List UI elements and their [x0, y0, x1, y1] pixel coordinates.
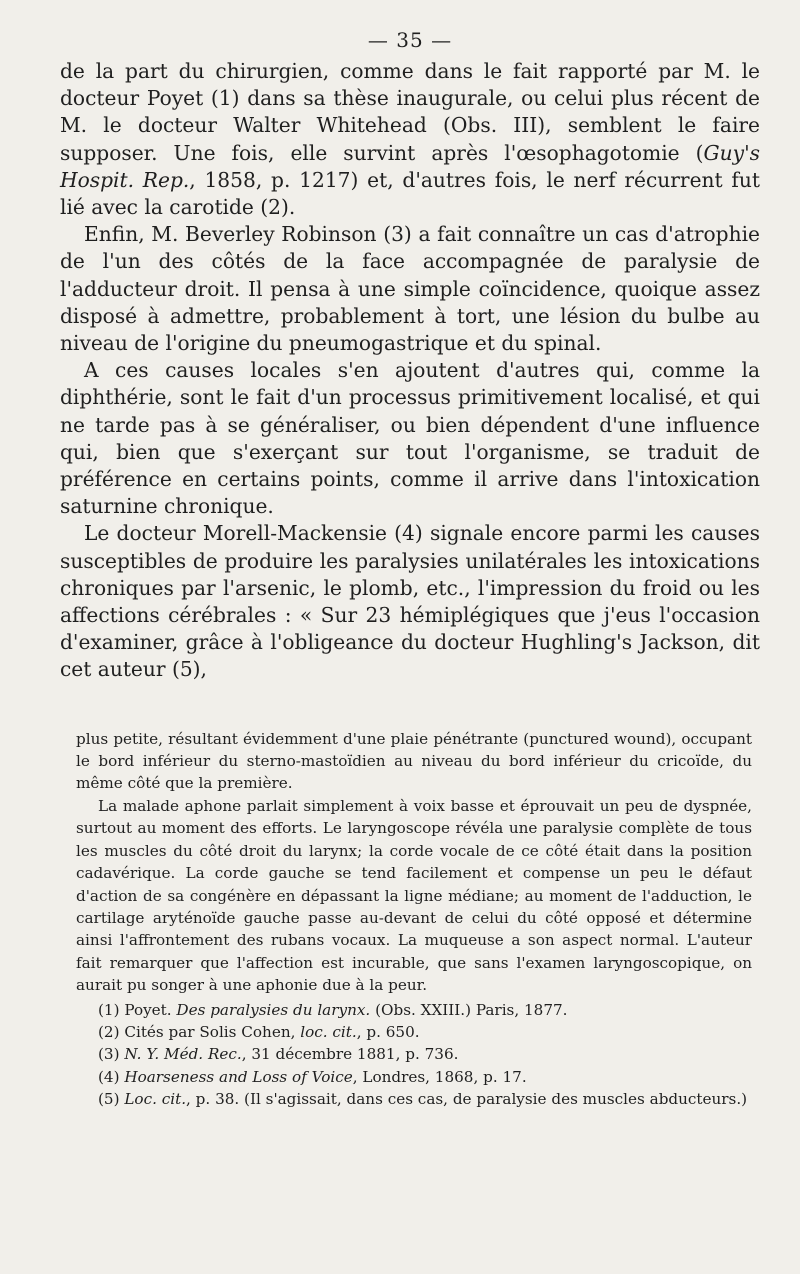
main-text — [60, 58, 760, 684]
page-number: — 35 — — [367, 28, 453, 52]
reference-1: (1) Poyet. Des paralysies du larynx. (Obs. XXIII.) Paris, 1877. — [98, 1000, 568, 1019]
paragraph-2: Enfin, M. Beverley Robinson (3) a fait connaître un cas d'atrophie de l'un des côtés de la face accompagnée de paralysie de l'adducteur droit. Il pensa à une simple coïncidence, quoique assez disposé à admettre, probablement à tort, une lésion du bulbe au niveau de l'origine du pneumogastrique et du spinal. — [60, 222, 760, 356]
reference-3: (3) N. Y. Méd. Rec., 31 décembre 1881, p. 736. — [98, 1045, 459, 1064]
reference-list — [76, 999, 752, 1111]
paragraph-4: Le docteur Morell-Mackensie (4) signale encore parmi les causes susceptibles de produire les paralysies unilatérales les intoxications chroniques par l'arsenic, le plomb, etc., l'impression du froid ou les affections cérébrales : « Sur 23 hémiplégiques que j'eus l'occasion d'examiner, grâce à l'obligeance du docteur Hughling's Jackson, dit cet auteur (5), — [60, 521, 760, 682]
reference-5: (5) Loc. cit., p. 38. (Il s'agissait, dans ces cas, de paralysie des muscles abducteurs.) — [98, 1090, 748, 1109]
paragraph-3: A ces causes locales s'en ajoutent d'autres qui, comme la diphthérie, sont le fait d'un processus primitivement localisé, et qui ne tarde pas à se généraliser, ou bien dépendent d'une influence qui, bien que s'exerçant sur tout l'organisme, se traduit de préférence en certains points, comme il arrive dans l'intoxication saturnine chronique. — [60, 358, 760, 519]
reference-2: (2) Cités par Solis Cohen, loc. cit., p. 650. — [98, 1022, 420, 1041]
footnote-case-description: La malade aphone parlait simplement à voix basse et éprouvait un peu de dyspnée, surtout au moment des efforts. Le laryngoscope révéla une paralysie complète de tous les muscles du côté droit du larynx; la corde vocale de ce côté était dans la position cadavérique. La corde gauche se tend facilement et compense un peu le défaut d'action de sa congénère en dépassant la ligne médiane; au moment de l'adduction, le cartilage aryténoïde gauche passe au-devant de celui du côté opposé et détermine ainsi l'affrontement des rubans vocaux. La muqueuse a son aspect normal. L'auteur fait remarquer que l'affection est incurable, que sans l'examen laryngoscopique, on aurait pu songer à une aphonie due à la peur. — [76, 796, 752, 995]
footnote-continuation: plus petite, résultant évidemment d'une plaie pénétrante (punctured wound), occupant le bord inférieur du sterno-mastoïdien au niveau du bord inférieur du cricoïde, du même côté que la première. — [76, 729, 752, 793]
footnotes — [60, 728, 760, 1111]
reference-4: (4) Hoarseness and Loss of Voice, Londres, 1868, p. 17. — [98, 1067, 527, 1086]
paragraph-1: de la part du chirurgien, comme dans le fait rapporté par M. le docteur Poyet (1) dans sa thèse inaugurale, ou celui plus récent de M. le docteur Walter Whitehead (Obs. III), semblent le faire supposer. Une fois, elle survint après l'œsophagotomie (Guy's Hospit. Rep., 1858, p. 1217) et, d'autres fois, le nerf récurrent fut lié avec la carotide (2). — [60, 59, 760, 220]
